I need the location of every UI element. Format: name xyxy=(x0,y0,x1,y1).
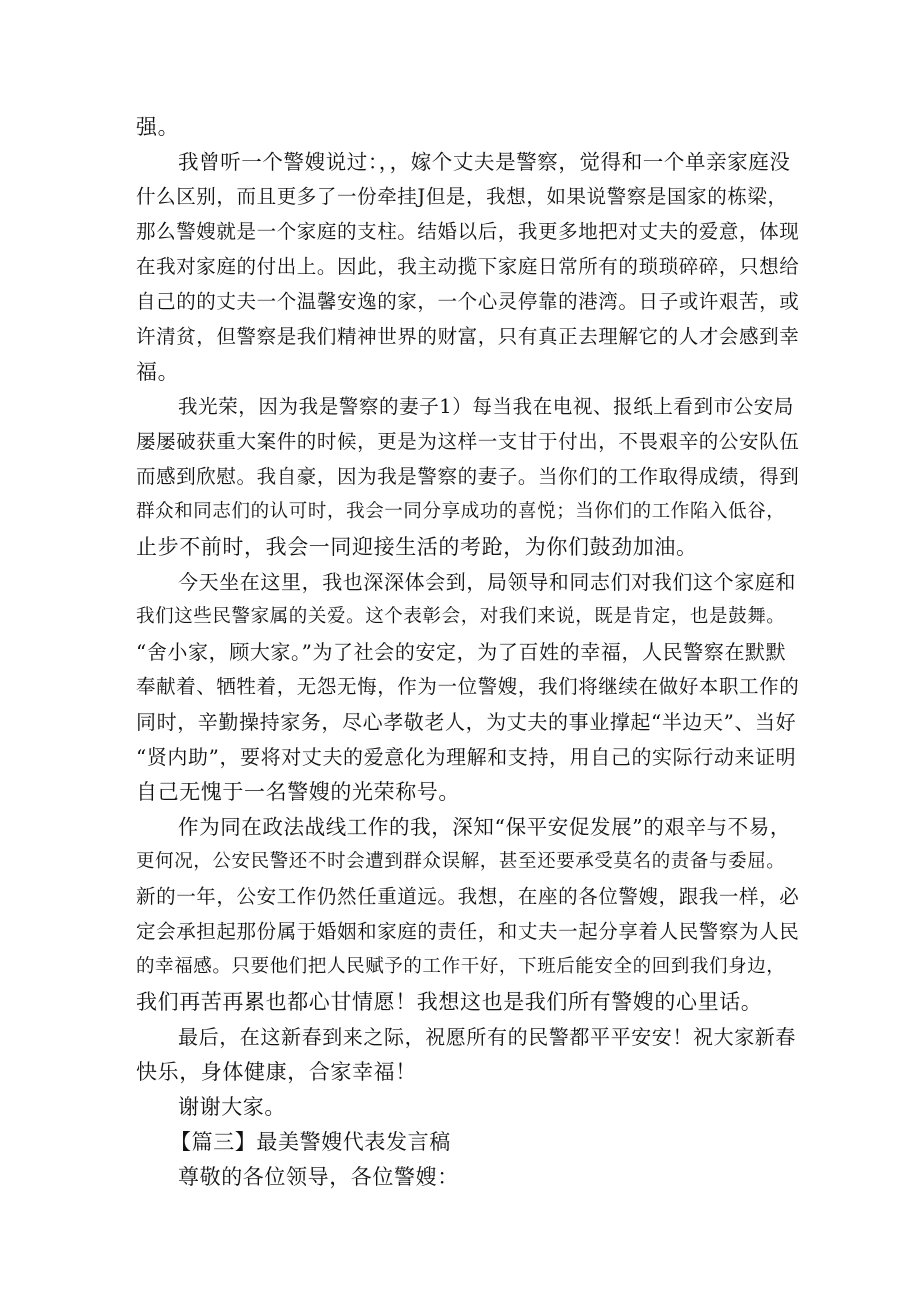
text-line: 快乐，身体健康，合家幸福！ xyxy=(136,1060,417,1084)
text-line: 同时，辛勤操持家务，尽心孝敬老人，为丈夫的事业撑起“半边天”、当好 xyxy=(136,710,797,734)
text-line: 自己的的丈夫一个温馨安逸的家，一个心灵停靠的港湾。日子或许艰苦，或 xyxy=(136,290,800,313)
text-line: 群众和同志们的认可时，我会一同分享成功的喜悦；当你们的工作陷入低谷， xyxy=(136,501,786,522)
text-line: 我光荣，因为我是警察的妻子1）每当我在电视、报纸上看到市公安局 xyxy=(178,395,795,418)
text-line: 而感到欣慰。我自豪，因为我是警察的妻子。当你们的工作取得成绩，得到 xyxy=(136,465,800,488)
text-line: 更何况，公安民警还不时会遭到群众误解，甚至还要承受莫名的责备与委屈。 xyxy=(136,851,786,872)
text-line: “贤内助”，要将对丈夫的爱意化为理解和支持，用自己的实际行动来证明 xyxy=(136,745,797,769)
text-line: 自己无愧于一名警嫂的光荣称号。 xyxy=(136,780,460,804)
text-line: 屡屡破获重大案件的时候，更是为这样一支甘于付出，不畏艰辛的公安队伍 xyxy=(136,430,800,453)
text-line: 止步不前时，我会一同迎接生活的考跄，为你们鼓劲加油。 xyxy=(136,535,698,559)
text-line: 尊敬的各位领导，各位警嫂： xyxy=(178,1165,459,1189)
text-line: “舍小家，顾大家。”为了社会的安定，为了百姓的幸福，人民警察在默默 xyxy=(136,640,787,664)
text-line: 什么区别，而且更多了一份牵挂J但是，我想，如果说警察是国家的栋梁， xyxy=(136,185,788,208)
text-line: 许清贫，但警察是我们精神世界的财富，只有真正去理解它的人才会感到幸 xyxy=(136,325,800,348)
text-line: 最后，在这新春到来之际，祝愿所有的民警都平平安安！祝大家新春 xyxy=(178,1025,796,1049)
text-line: 福。 xyxy=(136,360,180,384)
text-line: 定会承担起那份属于婚姻和家庭的责任，和丈夫一起分享着人民警察为人民 xyxy=(136,920,800,943)
text-line: 奉献着、牺牲着，无怨无悔，作为一位警嫂，我们将继续在做好本职工作的 xyxy=(136,675,800,698)
text-line: 强。 xyxy=(136,115,180,139)
text-line: 那么警嫂就是一个家庭的支柱。结婚以后，我更多地把对丈夫的爱意，体现 xyxy=(136,220,800,243)
text-line: 我们这些民警家属的关爱。这个表彰会，对我们来说，既是肯定，也是鼓舞。 xyxy=(136,606,786,627)
text-line: 在我对家庭的付出上。因此，我主动揽下家庭日常所有的琐琐碎碎，只想给 xyxy=(136,255,800,278)
text-line: 我曾听一个警嫂说过：，，嫁个丈夫是警察，觉得和一个单亲家庭没 xyxy=(178,150,791,174)
section-heading: 【篇三】最美警嫂代表发言稿 xyxy=(170,1130,451,1154)
text-line: 新的一年，公安工作仍然任重道远。我想，在座的各位警嫂，跟我一样，必 xyxy=(136,885,800,908)
text-line: 的幸福感。只要他们把人民赋予的工作干好，下班后能安全的回到我们身边， xyxy=(136,956,786,977)
text-line: 今天坐在这里，我也深深体会到，局领导和同志们对我们这个家庭和 xyxy=(178,570,796,594)
text-line: 我们再苦再累也都心甘情愿！我想这也是我们所有警嫂的心里话。 xyxy=(136,990,763,1014)
text-line: 谢谢大家。 xyxy=(178,1095,286,1119)
text-line: 作为同在政法战线工作的我，深知“保平安促发展”的艰辛与不易， xyxy=(178,815,791,839)
